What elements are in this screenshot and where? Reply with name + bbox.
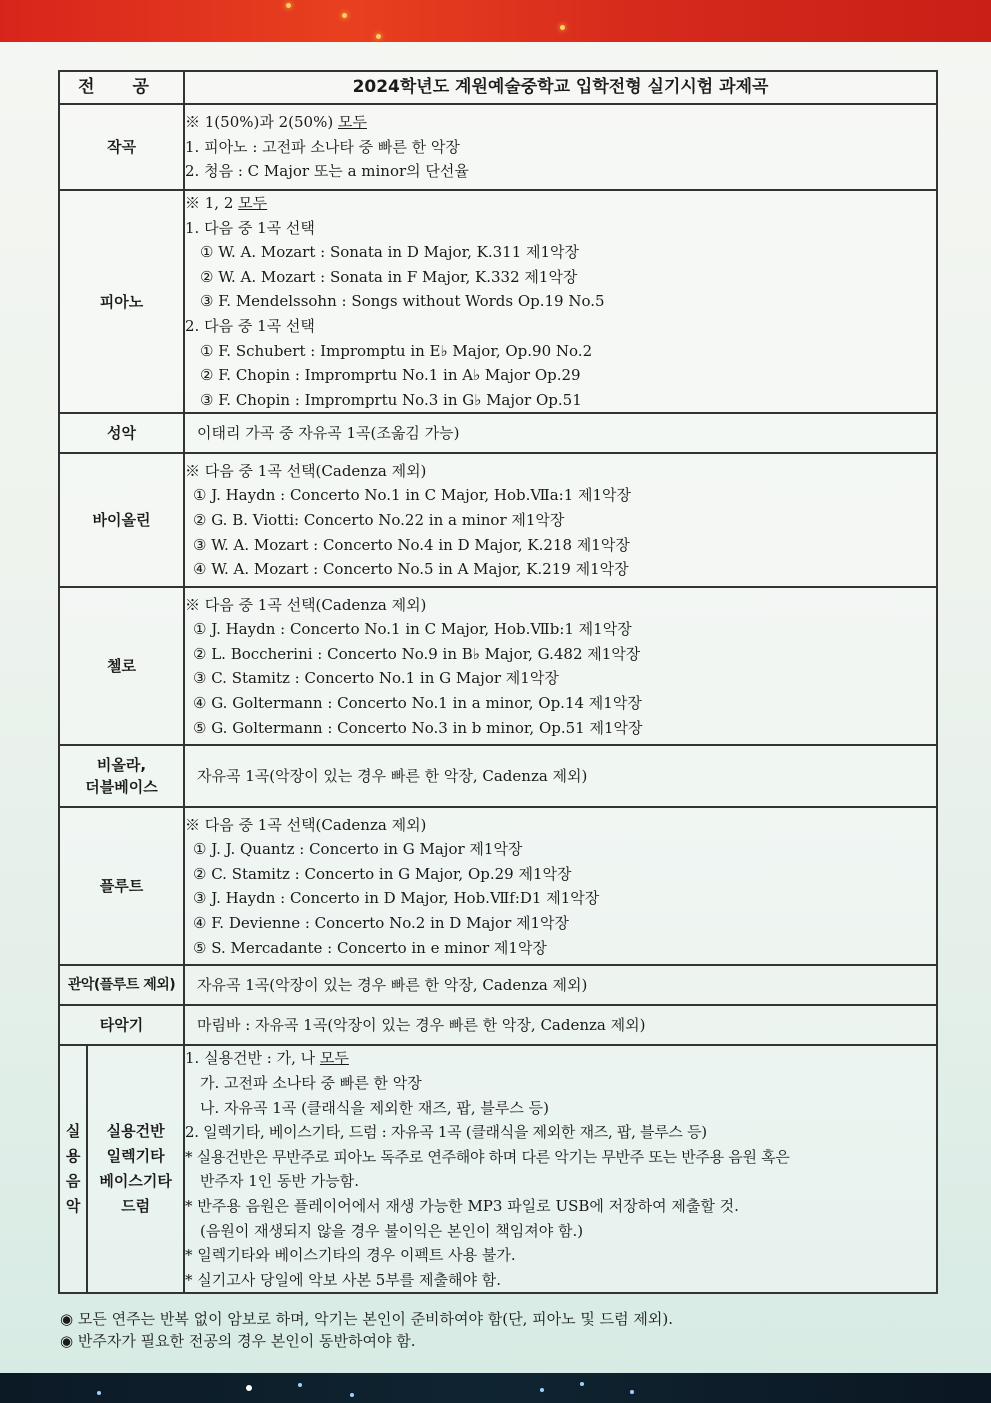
content-line: ※ 1(50%)과 2(50%) bbox=[185, 113, 338, 132]
content-line: ④ G. Goltermann : Concerto No.1 in a minor, Op.14 제1악장 bbox=[193, 693, 642, 712]
exam-repertoire-table bbox=[58, 70, 938, 1294]
spark-decoration bbox=[342, 13, 347, 18]
bottom-decorative-band bbox=[0, 1373, 991, 1403]
content-line: 2. 청음 : C Major 또는 a minor의 단선율 bbox=[185, 162, 469, 181]
content-cell bbox=[184, 104, 937, 190]
content-line: ① J. Haydn : Concerto No.1 in C Major, Hob.Ⅶb:1 제1악장 bbox=[193, 620, 632, 639]
content-line: 1. 다음 중 1곡 선택 bbox=[185, 218, 315, 237]
content-line: ② C. Stamitz : Concerto in G Major, Op.29 제1악장 bbox=[193, 864, 572, 883]
subject-cell: 플루트 bbox=[59, 807, 184, 965]
table-row bbox=[59, 745, 937, 807]
content-line: ④ F. Devienne : Concerto No.2 in D Major 제1악장 bbox=[193, 913, 570, 932]
content-line: ⑤ G. Goltermann : Concerto No.3 in b minor, Op.51 제1악장 bbox=[193, 718, 643, 737]
table-row bbox=[59, 587, 937, 745]
dot-decoration bbox=[580, 1382, 584, 1386]
content-line: ① J. Haydn : Concerto No.1 in C Major, Hob.Ⅶa:1 제1악장 bbox=[193, 486, 632, 505]
spark-decoration bbox=[376, 34, 381, 39]
footnote: ◉ 모든 연주는 반복 없이 암보로 하며, 악기는 본인이 준비하여야 함(단, 피아노 및 드럼 제외). bbox=[60, 1310, 674, 1328]
content-line: 가. 고전파 소나타 중 빠른 한 악장 bbox=[200, 1073, 422, 1092]
table-row bbox=[59, 1005, 937, 1045]
dot-decoration bbox=[350, 1393, 354, 1397]
content-line: 이태리 가곡 중 자유곡 1곡(조옮김 가능) bbox=[197, 424, 460, 443]
content-line: 나. 자유곡 1곡 (클래식을 제외한 재즈, 팝, 블루스 등) bbox=[200, 1098, 550, 1117]
content-cell bbox=[184, 745, 937, 807]
dot-decoration bbox=[97, 1391, 101, 1395]
footnote: ◉ 반주자가 필요한 전공의 경우 본인이 동반하여야 함. bbox=[60, 1332, 416, 1350]
content-line: ① J. J. Quantz : Concerto in G Major 제1악장 bbox=[193, 840, 523, 859]
subject-cell: 피아노 bbox=[59, 190, 184, 413]
subject-group-char: 음 bbox=[65, 1172, 81, 1191]
content-line: 반주자 1인 동반 가능함. bbox=[200, 1172, 360, 1191]
table-row bbox=[59, 190, 937, 413]
content-line: ⑤ S. Mercadante : Concerto in e minor 제1악장 bbox=[193, 938, 547, 957]
underlined-text: 모두 bbox=[319, 1049, 349, 1068]
spark-decoration bbox=[286, 3, 291, 8]
content-line: ② L. Boccherini : Concerto No.9 in B♭ Major, G.482 제1악장 bbox=[193, 644, 641, 663]
content-line: ② W. A. Mozart : Sonata in F Major, K.332 제1악장 bbox=[200, 267, 578, 286]
dot-decoration bbox=[246, 1385, 252, 1391]
content-line: ※ 다음 중 1곡 선택(Cadenza 제외) bbox=[185, 461, 427, 480]
content-cell bbox=[184, 190, 937, 413]
content-cell bbox=[184, 453, 937, 587]
repertoire-column-header: 2024학년도 계원예술중학교 입학전형 실기시험 과제곡 bbox=[184, 71, 937, 104]
top-decorative-band bbox=[0, 0, 991, 42]
content-line: 2. 일렉기타, 베이스기타, 드럼 : 자유곡 1곡 (클래식을 제외한 재즈, 팝, 블루스 등) bbox=[185, 1123, 707, 1142]
dot-decoration bbox=[540, 1388, 544, 1392]
content-line: ※ 다음 중 1곡 선택(Cadenza 제외) bbox=[185, 815, 427, 834]
subject-cell: 관악(플루트 제외) bbox=[59, 965, 184, 1005]
content-cell bbox=[184, 587, 937, 745]
content-line: 1. 실용건반 : 가, 나 bbox=[185, 1049, 320, 1068]
content-cell bbox=[184, 413, 937, 453]
subject-cell: 첼로 bbox=[59, 587, 184, 745]
subject-cell: 성악 bbox=[59, 413, 184, 453]
content-cell bbox=[184, 1005, 937, 1045]
content-line: * 일렉기타와 베이스기타의 경우 이펙트 사용 불가. bbox=[185, 1246, 516, 1265]
content-line: ④ W. A. Mozart : Concerto No.5 in A Major, K.219 제1악장 bbox=[193, 560, 629, 579]
content-line: ② F. Chopin : Impromprtu No.1 in A♭ Major Op.29 bbox=[200, 366, 581, 385]
subject-line: 드럼 bbox=[121, 1197, 151, 1216]
subject-line: 베이스기타 bbox=[99, 1172, 172, 1191]
subject-line: 더블베이스 bbox=[85, 778, 158, 797]
content-line: 자유곡 1곡(악장이 있는 경우 빠른 한 악장, Cadenza 제외) bbox=[197, 767, 588, 786]
subject-group-char: 용 bbox=[65, 1147, 81, 1166]
subject-cell: 바이올린 bbox=[59, 453, 184, 587]
subject-group-char: 악 bbox=[65, 1197, 81, 1216]
subject-group-cell bbox=[59, 1045, 87, 1293]
content-line: ※ 1, 2 bbox=[185, 194, 239, 212]
content-cell bbox=[184, 1045, 937, 1293]
dot-decoration bbox=[630, 1390, 634, 1394]
subject-cell bbox=[87, 1045, 184, 1293]
content-line: (음원이 재생되지 않을 경우 불이익은 본인이 책임져야 함.) bbox=[200, 1221, 584, 1240]
content-line: * 실용건반은 무반주로 피아노 독주로 연주해야 하며 다른 악기는 무반주 또는 반주용 음원 혹은 bbox=[185, 1147, 790, 1166]
content-line: ③ F. Chopin : Impromprtu No.3 in G♭ Major Op.51 bbox=[200, 390, 582, 409]
footnotes bbox=[60, 1308, 960, 1352]
content-line: ③ W. A. Mozart : Concerto No.4 in D Major, K.218 제1악장 bbox=[193, 535, 630, 554]
subject-line: 비올라, bbox=[96, 756, 147, 775]
content-line: ③ J. Haydn : Concerto in D Major, Hob.Ⅶf:D1 제1악장 bbox=[193, 889, 600, 908]
underlined-text: 모두 bbox=[337, 113, 367, 132]
subject-line: 일렉기타 bbox=[106, 1147, 165, 1166]
table-row bbox=[59, 413, 937, 453]
subject-cell: 작곡 bbox=[59, 104, 184, 190]
table-row bbox=[59, 104, 937, 190]
table-row bbox=[59, 453, 937, 587]
content-line: 자유곡 1곡(악장이 있는 경우 빠른 한 악장, Cadenza 제외) bbox=[197, 976, 588, 995]
content-line: * 실기고사 당일에 악보 사본 5부를 제출해야 함. bbox=[185, 1270, 502, 1289]
subject-cell bbox=[59, 745, 184, 807]
table-row bbox=[59, 807, 937, 965]
content-line: ※ 다음 중 1곡 선택(Cadenza 제외) bbox=[185, 595, 427, 614]
content-line: ② G. B. Viotti: Concerto No.22 in a minor 제1악장 bbox=[193, 511, 565, 530]
table-row bbox=[59, 965, 937, 1005]
table-row bbox=[59, 1045, 937, 1293]
spark-decoration bbox=[560, 25, 565, 30]
underlined-text: 모두 bbox=[238, 194, 268, 212]
content-cell bbox=[184, 965, 937, 1005]
content-cell bbox=[184, 807, 937, 965]
subject-cell: 타악기 bbox=[59, 1005, 184, 1045]
major-column-header: 전 공 bbox=[59, 71, 184, 104]
content-line: 마림바 : 자유곡 1곡(악장이 있는 경우 빠른 한 악장, Cadenza 제외) bbox=[197, 1016, 646, 1035]
content-line: 2. 다음 중 1곡 선택 bbox=[185, 316, 315, 335]
subject-line: 실용건반 bbox=[106, 1122, 165, 1141]
content-line: ③ F. Mendelssohn : Songs without Words Op.19 No.5 bbox=[200, 292, 605, 311]
table-header-row bbox=[59, 71, 937, 104]
content-line: ① W. A. Mozart : Sonata in D Major, K.311 제1악장 bbox=[200, 243, 580, 262]
subject-group-char: 실 bbox=[65, 1122, 81, 1141]
content-line: ① F. Schubert : Impromptu in E♭ Major, Op.90 No.2 bbox=[200, 341, 593, 360]
content-line: * 반주용 음원은 플레이어에서 재생 가능한 MP3 파일로 USB에 저장하여 제출할 것. bbox=[185, 1196, 739, 1215]
dot-decoration bbox=[298, 1383, 302, 1387]
content-line: 1. 피아노 : 고전파 소나타 중 빠른 한 악장 bbox=[185, 137, 460, 156]
content-line: ③ C. Stamitz : Concerto No.1 in G Major 제1악장 bbox=[193, 669, 559, 688]
